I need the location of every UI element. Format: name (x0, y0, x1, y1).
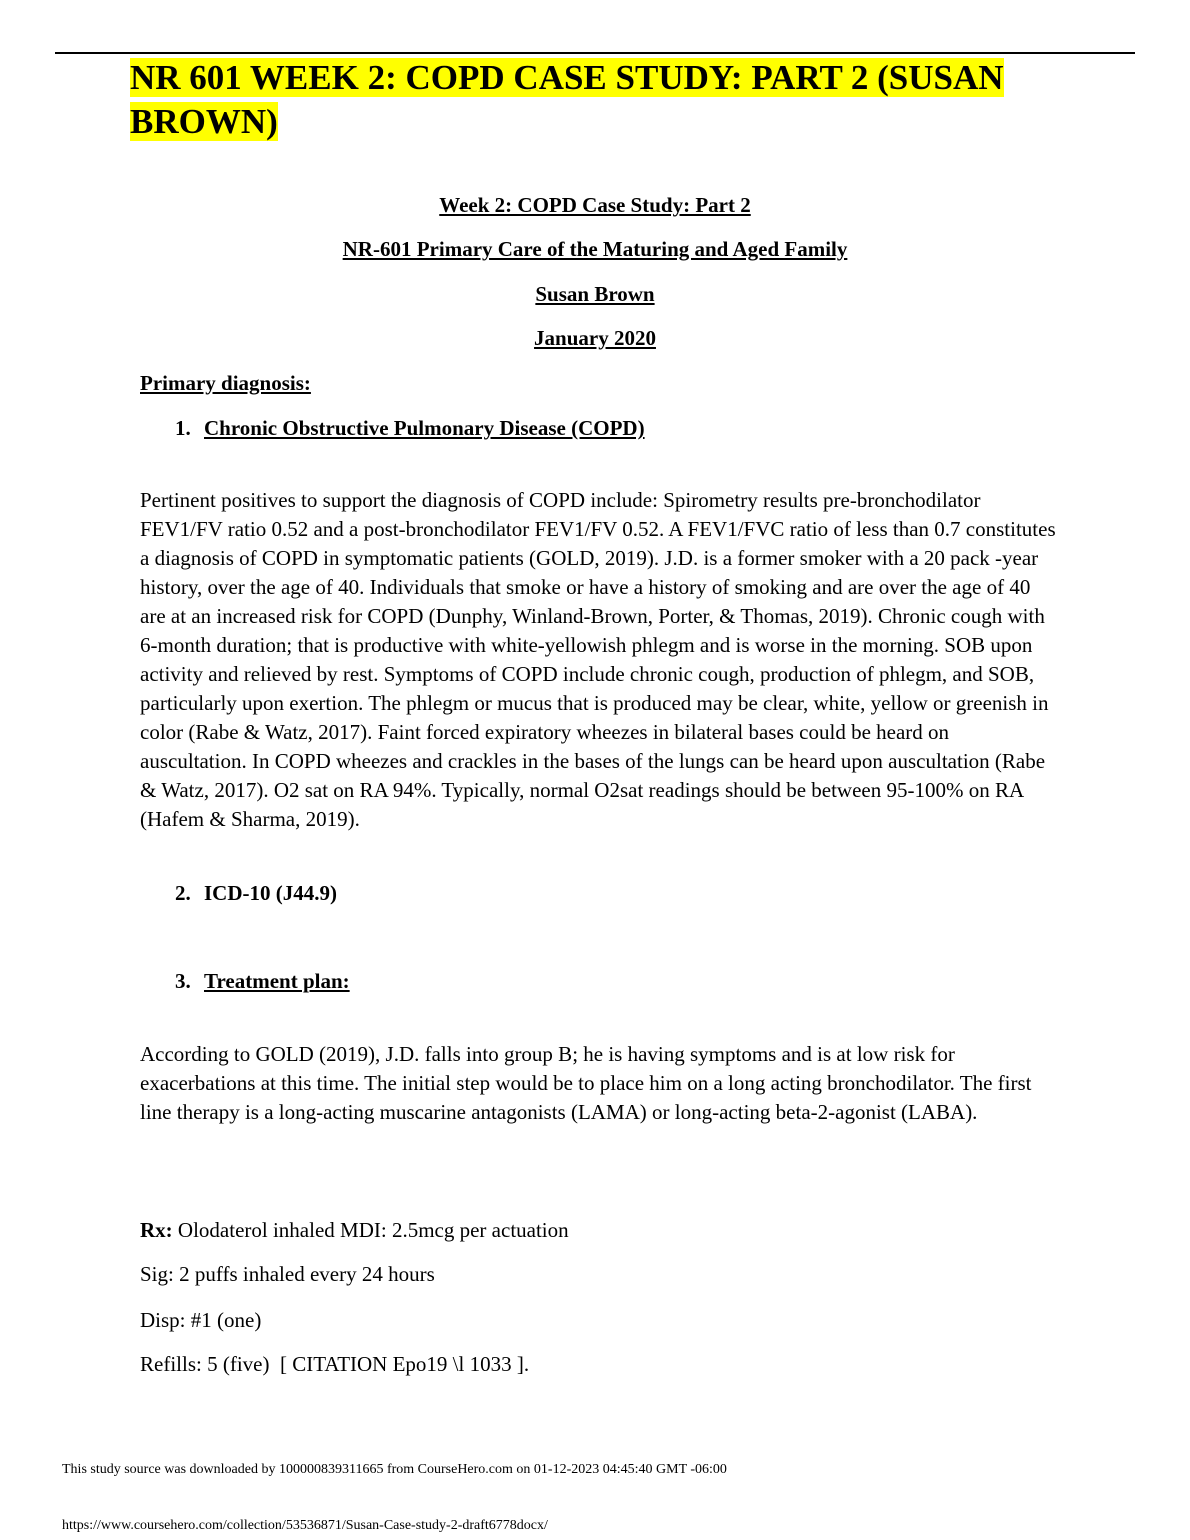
page-title (130, 56, 1050, 144)
treatment-paragraph: According to GOLD (2019), J.D. falls into group B; he is having symptoms and is at low risk for exacerbations at this time. The initial step would be to place him on a long acting bronchodilator. The first line therapy is a long-acting muscarine antagonists (LAMA) or long-acting beta-2-agonist (LABA). (140, 1042, 1032, 1124)
rx-sig: Sig: 2 puffs inhaled every 24 hours (140, 1262, 435, 1286)
cover-author: Susan Brown (535, 282, 655, 306)
list-item-icd (175, 880, 337, 906)
rx-refills: Refills: 5 (five) [ CITATION Epo19 \l 1033 ]. (140, 1352, 530, 1376)
page-title-text: NR 601 WEEK 2: COPD CASE STUDY: PART 2 (SUSAN BROWN) (130, 58, 1004, 141)
cover-course-week: Week 2: COPD Case Study: Part 2 (439, 193, 751, 217)
cover-course-name: NR-601 Primary Care of the Maturing and Aged Family (342, 237, 848, 261)
list-item-number: 1. (175, 416, 191, 440)
primary-diagnosis-heading: Primary diagnosis: (140, 371, 311, 395)
list-item-number: 3. (175, 969, 191, 993)
top-rule (55, 52, 1135, 54)
rx-disp: Disp: #1 (one) (140, 1308, 262, 1332)
cover-date: January 2020 (534, 326, 656, 350)
rx-label: Rx: (140, 1218, 173, 1242)
rx-drug: Olodaterol inhaled MDI: 2.5mcg per actuation (177, 1218, 569, 1242)
list-item-label: Chronic Obstructive Pulmonary Disease (COPD) (204, 416, 645, 440)
list-item-number: 2. (175, 881, 191, 905)
diagnosis-paragraph: Pertinent positives to support the diagnosis of COPD include: Spirometry results pre-bronchodilator FEV1/FV ratio 0.52 and a post-bronchodilator FEV1/FV 0.52. A FEV1/FVC ratio of less than 0.7 constitutes a diagnosis of COPD in symptomatic patients (GOLD, 2019). J.D. is a former smoker with a 20 pack -year history, over the age of 40. Individuals that smoke or have a history of smoking and are over the age of 40 are at an increased risk for COPD (Dunphy, Winland-Brown, Porter, & Thomas, 2019). Chronic cough with 6-month duration; that is productive with white-yellowish phlegm and is worse in the morning. SOB upon activity and relieved by rest. Symptoms of COPD include chronic cough, production of phlegm, and SOB, particularly upon exertion. The phlegm or mucus that is produced may be clear, white, yellow or greenish in color (Rabe & Watz, 2017). Faint forced expiratory wheezes in bilateral bases could be heard on auscultation. In COPD wheezes and crackles in the bases of the lungs can be heard upon auscultation (Rabe & Watz, 2017). O2 sat on RA 94%. Typically, normal O2sat readings should be between 95-100% on RA (Hafem & Sharma, 2019). (140, 488, 1056, 831)
list-item-label: ICD-10 (J44.9) (204, 881, 337, 905)
footer-source-note: This study source was downloaded by 100000839311665 from CourseHero.com on 01-12-2023 04:45:40 GMT -06:00 (62, 1462, 727, 1477)
list-item-diagnosis (175, 415, 645, 441)
footer-url[interactable]: https://www.coursehero.com/collection/53536871/Susan-Case-study-2-draft6778docx/ (62, 1518, 548, 1533)
list-item-label: Treatment plan: (204, 969, 350, 993)
rx-line (140, 1217, 569, 1243)
list-item-treatment (175, 968, 350, 994)
